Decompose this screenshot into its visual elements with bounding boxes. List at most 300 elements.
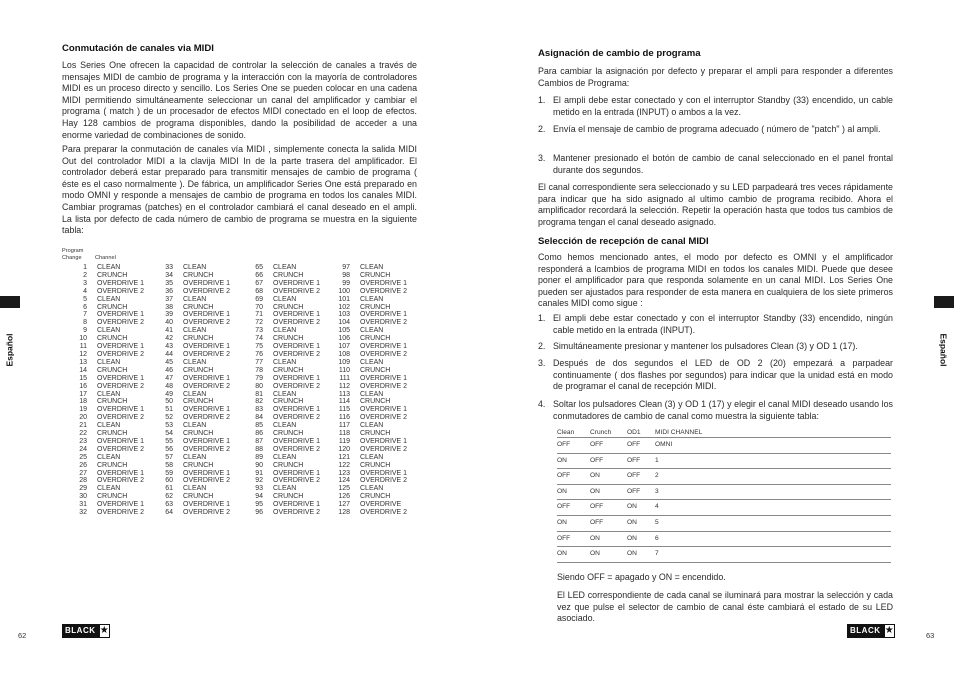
table-row <box>153 288 230 296</box>
program-channel: CLEAN <box>360 295 384 303</box>
program-number: 3 <box>83 279 87 287</box>
program-channel: OVERDRIVE 2 <box>273 509 321 517</box>
program-channel: OVERDRIVE 1 <box>183 374 231 382</box>
table-row <box>153 391 230 399</box>
program-number: 14 <box>79 366 87 374</box>
program-number: 105 <box>338 327 350 335</box>
list-item <box>538 358 893 394</box>
program-number: 37 <box>165 295 173 303</box>
program-number: 114 <box>338 398 350 406</box>
program-channel: OVERDRIVE 2 <box>97 445 145 453</box>
program-channel: OVERDRIVE 1 <box>360 469 408 477</box>
language-side-tab <box>0 296 20 394</box>
program-number: 7 <box>83 311 87 319</box>
program-channel: OVERDRIVE 1 <box>97 406 145 414</box>
program-number: 103 <box>338 311 350 319</box>
program-number: 16 <box>79 382 87 390</box>
program-channel: OVERDRIVE 2 <box>183 445 231 453</box>
table-row <box>153 319 230 327</box>
table-row <box>153 501 230 509</box>
table-row <box>243 264 320 272</box>
blackstar-logo <box>62 624 110 638</box>
program-number: 26 <box>79 461 87 469</box>
program-channel: CRUNCH <box>183 335 214 343</box>
program-channel: OVERDRIVE 2 <box>273 477 321 485</box>
program-channel: OVERDRIVE 2 <box>360 287 408 295</box>
table-row <box>67 304 144 312</box>
program-table-column-2 <box>153 264 230 517</box>
program-channel: CLEAN <box>360 358 384 366</box>
program-channel: OVERDRIVE 1 <box>97 279 145 287</box>
program-channel: CLEAN <box>183 453 207 461</box>
program-number: 70 <box>255 303 263 311</box>
program-channel: CRUNCH <box>183 303 214 311</box>
program-channel: OVERDRIVE 2 <box>183 350 231 358</box>
table-row <box>153 304 230 312</box>
table-row <box>243 359 320 367</box>
program-number: 42 <box>165 335 173 343</box>
table-row <box>67 462 144 470</box>
program-channel: OVERDRIVE 1 <box>183 469 231 477</box>
program-number: 115 <box>338 406 350 414</box>
table-row <box>330 438 407 446</box>
program-channel: CRUNCH <box>97 335 128 343</box>
program-number: 18 <box>79 398 87 406</box>
program-channel: CRUNCH <box>360 430 391 438</box>
table-row <box>67 430 144 438</box>
program-channel: CRUNCH <box>273 335 304 343</box>
header-channel: Channel <box>95 255 116 261</box>
program-table-header <box>62 248 116 262</box>
program-table-column-4 <box>330 264 407 517</box>
program-number: 19 <box>79 406 87 414</box>
program-number: 45 <box>165 358 173 366</box>
program-number: 109 <box>338 358 350 366</box>
program-number: 39 <box>165 311 173 319</box>
list-number: 1. <box>538 313 546 323</box>
table-header-cell: OD1 <box>627 429 641 436</box>
table-row <box>67 288 144 296</box>
table-row <box>153 264 230 272</box>
section-heading-midi-channel: Selección de recepción de canal MIDI <box>538 236 709 247</box>
program-channel: CRUNCH <box>273 493 304 501</box>
program-number: 13 <box>79 358 87 366</box>
program-channel: CRUNCH <box>183 271 214 279</box>
table-row <box>330 296 407 304</box>
program-number: 119 <box>338 437 350 445</box>
program-channel: CLEAN <box>183 264 207 271</box>
program-number: 99 <box>342 279 350 287</box>
table-cell: ON <box>557 550 567 558</box>
table-row <box>67 406 144 414</box>
table-cell: OFF <box>557 441 571 448</box>
program-number: 118 <box>338 430 350 438</box>
program-channel: CRUNCH <box>183 493 214 501</box>
list-number: 3. <box>538 358 546 368</box>
program-channel: CRUNCH <box>97 493 128 501</box>
table-cell: OFF <box>627 472 641 480</box>
table-row <box>330 454 407 462</box>
program-channel: CLEAN <box>97 327 121 335</box>
program-number: 44 <box>165 350 173 358</box>
program-channel: CLEAN <box>360 390 384 398</box>
table-row <box>243 327 320 335</box>
program-channel: CRUNCH <box>360 303 391 311</box>
table-row <box>330 264 407 272</box>
table-row <box>67 470 144 478</box>
program-channel: OVERDRIVE 2 <box>97 319 145 327</box>
program-channel: OVERDRIVE 2 <box>97 350 145 358</box>
program-channel: OVERDRIVE 1 <box>360 374 408 382</box>
program-channel: CLEAN <box>360 264 384 271</box>
program-number: 126 <box>338 493 350 501</box>
program-channel: OVERDRIVE 1 <box>360 406 408 414</box>
program-number: 94 <box>255 493 263 501</box>
program-channel: CRUNCH <box>183 461 214 469</box>
program-number: 93 <box>255 485 263 493</box>
table-row <box>330 462 407 470</box>
program-channel: CRUNCH <box>97 366 128 374</box>
table-row <box>243 446 320 454</box>
program-number: 69 <box>255 295 263 303</box>
program-channel: CLEAN <box>97 453 121 461</box>
program-number: 51 <box>165 406 173 414</box>
table-cell: OFF <box>557 534 571 542</box>
table-row <box>243 343 320 351</box>
program-channel: CLEAN <box>183 327 207 335</box>
program-channel: CRUNCH <box>273 430 304 438</box>
program-number: 30 <box>79 493 87 501</box>
program-number: 81 <box>255 390 263 398</box>
program-channel: OVERDRIVE 1 <box>273 343 321 351</box>
program-number: 50 <box>165 398 173 406</box>
table-cell: OFF <box>590 441 604 448</box>
program-channel: OVERDRIVE 1 <box>360 279 408 287</box>
program-number: 48 <box>165 382 173 390</box>
paragraph-setup: Para preparar la conmutación de canales vía MIDI , simplemente conecta la salida MIDI Out del controlador MIDI a la clavija MIDI In de la parte trasera del amplificador. El controlador deberá estar preparado para transmitir mensajes de cambio de programa ( éste es el caso normalmente ). De fábrica, un amplificador Series One está preparado en modo OMNI y responde a mensajes de cambio de programa en todos los canales MIDI. Cambiar programas (patches) en el controlador cambiará el canal deseado en el ampli. La lista por defecto de cada número de cambio de programa se muestra en la siguiente tabla: <box>62 144 417 236</box>
table-row <box>243 501 320 509</box>
table-row <box>557 454 891 470</box>
program-channel: OVERDRIVE 1 <box>97 374 145 382</box>
program-channel: CLEAN <box>97 422 121 430</box>
table-cell: OFF <box>627 441 641 448</box>
table-cell: OFF <box>627 487 641 495</box>
table-row <box>67 414 144 422</box>
program-channel: OVERDRIVE 2 <box>360 477 408 485</box>
program-channel: CRUNCH <box>183 366 214 374</box>
program-number: 55 <box>165 437 173 445</box>
on-off-legend: Siendo OFF = apagado y ON = encendido. <box>557 572 726 582</box>
table-row <box>243 485 320 493</box>
program-number: 79 <box>255 374 263 382</box>
table-row <box>153 327 230 335</box>
table-row <box>330 327 407 335</box>
program-number: 110 <box>338 366 350 374</box>
program-number: 5 <box>83 295 87 303</box>
program-number: 2 <box>83 271 87 279</box>
table-row <box>153 454 230 462</box>
program-number: 63 <box>165 501 173 509</box>
table-row <box>67 359 144 367</box>
program-number: 12 <box>79 350 87 358</box>
table-row <box>67 264 144 272</box>
table-cell: ON <box>627 534 637 542</box>
side-tab-label: Español <box>939 333 949 367</box>
program-number: 117 <box>338 422 350 430</box>
program-number: 35 <box>165 279 173 287</box>
table-row <box>153 335 230 343</box>
section-heading-program-assignment: Asignación de cambio de programa <box>538 48 701 59</box>
program-channel: OVERDRIVE 2 <box>360 319 408 327</box>
program-channel: OVERDRIVE 2 <box>97 477 145 485</box>
program-number: 73 <box>255 327 263 335</box>
table-row <box>243 414 320 422</box>
program-number: 33 <box>165 264 173 271</box>
table-row <box>67 438 144 446</box>
program-number: 66 <box>255 271 263 279</box>
program-channel: CLEAN <box>273 422 297 430</box>
table-row <box>330 509 407 517</box>
table-row <box>153 438 230 446</box>
table-row <box>330 343 407 351</box>
program-number: 52 <box>165 414 173 422</box>
program-channel: OVERDRIVE 1 <box>183 437 231 445</box>
program-channel: OVERDRIVE 2 <box>273 414 321 422</box>
table-row <box>557 469 891 485</box>
table-cell: ON <box>590 487 600 495</box>
list-text: Después de dos segundos el LED de OD 2 (20) empezará a parpadear continuamente ( dos flashes por segundos) para indicar que la unidad está en modo de programar el canal de recepción MIDI. <box>553 358 893 392</box>
table-row <box>67 398 144 406</box>
table-row <box>153 485 230 493</box>
program-number: 65 <box>255 264 263 271</box>
program-number: 59 <box>165 469 173 477</box>
table-row <box>243 430 320 438</box>
table-row <box>67 296 144 304</box>
table-row <box>67 272 144 280</box>
program-table-column-3 <box>243 264 320 517</box>
table-row <box>330 477 407 485</box>
program-channel: CLEAN <box>183 358 207 366</box>
table-row <box>67 383 144 391</box>
program-channel: CLEAN <box>97 358 121 366</box>
program-channel: OVERDRIVE 2 <box>183 382 231 390</box>
language-side-tab-right <box>934 296 954 394</box>
table-row <box>243 375 320 383</box>
program-channel: CRUNCH <box>360 493 391 501</box>
table-row <box>243 470 320 478</box>
table-row <box>153 280 230 288</box>
program-number: 6 <box>83 303 87 311</box>
table-row <box>153 493 230 501</box>
table-cell: ON <box>557 456 567 464</box>
program-channel: OVERDRIVE 1 <box>273 501 321 509</box>
program-channel: CRUNCH <box>97 271 128 279</box>
program-channel: OVERDRIVE 2 <box>183 477 231 485</box>
table-cell: OFF <box>590 503 604 511</box>
program-number: 54 <box>165 430 173 438</box>
program-number: 83 <box>255 406 263 414</box>
program-channel: OVERDRIVE 2 <box>273 319 321 327</box>
logo-wordmark: BLACK <box>847 624 884 638</box>
program-number: 122 <box>338 461 350 469</box>
program-number: 27 <box>79 469 87 477</box>
program-number: 116 <box>338 414 350 422</box>
program-channel: CRUNCH <box>97 303 128 311</box>
table-row <box>67 509 144 517</box>
table-cell: ON <box>627 503 637 511</box>
program-number: 58 <box>165 461 173 469</box>
table-row <box>330 280 407 288</box>
table-row <box>330 430 407 438</box>
program-number: 86 <box>255 430 263 438</box>
program-channel: OVERDRIVE 1 <box>360 343 408 351</box>
table-cell: ON <box>627 518 637 526</box>
program-channel: OVERDRIVE 2 <box>183 319 231 327</box>
program-channel: OVERDRIVE <box>360 501 402 509</box>
table-row <box>330 351 407 359</box>
table-row <box>153 311 230 319</box>
program-number: 60 <box>165 477 173 485</box>
program-number: 67 <box>255 279 263 287</box>
table-row <box>243 304 320 312</box>
program-channel: OVERDRIVE 2 <box>97 509 145 517</box>
table-cell: ON <box>590 550 600 558</box>
program-number: 68 <box>255 287 263 295</box>
program-channel: OVERDRIVE 2 <box>360 414 408 422</box>
side-tab-bar <box>0 296 20 308</box>
table-cell: OFF <box>557 472 571 480</box>
program-number: 72 <box>255 319 263 327</box>
table-row <box>153 422 230 430</box>
page-number-right: 63 <box>926 631 935 640</box>
list-text: El ampli debe estar conectado y con el interruptor Standby (33) encendido, ningún cable metido en la entrada (INPUT). <box>553 313 893 335</box>
table-row <box>153 351 230 359</box>
program-channel: OVERDRIVE 1 <box>273 374 321 382</box>
program-number: 90 <box>255 461 263 469</box>
table-row <box>153 272 230 280</box>
table-row <box>243 391 320 399</box>
program-channel: OVERDRIVE 2 <box>273 287 321 295</box>
program-channel: CRUNCH <box>183 398 214 406</box>
program-number: 123 <box>338 469 350 477</box>
table-row <box>153 446 230 454</box>
program-number: 78 <box>255 366 263 374</box>
table-row <box>330 493 407 501</box>
program-channel: OVERDRIVE 1 <box>183 311 231 319</box>
program-number: 97 <box>342 264 350 271</box>
program-number: 25 <box>79 453 87 461</box>
list-number: 1. <box>538 95 546 105</box>
table-row <box>243 509 320 517</box>
program-channel: CLEAN <box>360 453 384 461</box>
table-row <box>330 272 407 280</box>
list-number: 4. <box>538 399 546 409</box>
table-row <box>557 500 891 516</box>
program-channel: CLEAN <box>273 485 297 493</box>
program-channel: CLEAN <box>273 390 297 398</box>
program-number: 96 <box>255 509 263 517</box>
star-icon: ★ <box>99 625 109 636</box>
program-number: 49 <box>165 390 173 398</box>
section-heading-midi-switching: Conmutación de canales via MIDI <box>62 43 214 54</box>
midi-channel-table <box>557 426 891 563</box>
program-number: 38 <box>165 303 173 311</box>
program-channel: CLEAN <box>360 485 384 493</box>
table-row <box>153 414 230 422</box>
table-row <box>330 414 407 422</box>
table-header-cell: Clean <box>557 429 575 436</box>
program-number: 41 <box>165 327 173 335</box>
star-icon: ★ <box>884 625 894 636</box>
program-number: 121 <box>338 453 350 461</box>
table-row <box>330 367 407 375</box>
table-cell: 4 <box>655 503 659 511</box>
table-row <box>243 422 320 430</box>
table-row <box>557 485 891 501</box>
list-item <box>538 341 893 354</box>
program-number: 89 <box>255 453 263 461</box>
program-channel: CLEAN <box>273 327 297 335</box>
table-row <box>243 351 320 359</box>
table-row <box>153 470 230 478</box>
program-number: 125 <box>338 485 350 493</box>
table-row <box>330 422 407 430</box>
table-cell: ON <box>557 518 567 526</box>
program-channel: OVERDRIVE 2 <box>360 350 408 358</box>
program-number: 17 <box>79 390 87 398</box>
list-text: Soltar los pulsadores Clean (3) y OD 1 (17) y elegir el canal MIDI deseado usando los conmutadores de cambio de canal como muestra la siguiente tabla: <box>553 399 893 421</box>
program-channel: OVERDRIVE 1 <box>97 469 145 477</box>
program-number: 62 <box>165 493 173 501</box>
side-tab-label: Español <box>5 333 15 367</box>
program-channel: CRUNCH <box>183 430 214 438</box>
table-row <box>330 288 407 296</box>
program-number: 1 <box>83 264 87 271</box>
table-row <box>153 477 230 485</box>
table-row <box>243 383 320 391</box>
program-channel: CLEAN <box>273 358 297 366</box>
table-header-cell: MIDI CHANNEL <box>655 429 703 436</box>
program-number: 32 <box>79 509 87 517</box>
program-channel: CRUNCH <box>360 398 391 406</box>
program-channel: OVERDRIVE 2 <box>97 287 145 295</box>
table-row <box>243 454 320 462</box>
table-row <box>153 398 230 406</box>
table-row <box>243 311 320 319</box>
program-channel: OVERDRIVE 1 <box>273 406 321 414</box>
table-row <box>67 501 144 509</box>
program-number: 104 <box>338 319 350 327</box>
program-number: 29 <box>79 485 87 493</box>
program-channel: OVERDRIVE 2 <box>183 287 231 295</box>
table-row <box>330 406 407 414</box>
program-channel: CRUNCH <box>273 398 304 406</box>
program-channel: CRUNCH <box>97 398 128 406</box>
program-channel: CLEAN <box>360 327 384 335</box>
program-number: 74 <box>255 335 263 343</box>
table-row <box>153 296 230 304</box>
program-channel: OVERDRIVE 1 <box>97 311 145 319</box>
program-number: 75 <box>255 343 263 351</box>
program-number: 113 <box>338 390 350 398</box>
program-number: 57 <box>165 453 173 461</box>
program-number: 34 <box>165 271 173 279</box>
table-row <box>153 509 230 517</box>
list-item <box>538 95 893 119</box>
program-number: 4 <box>83 287 87 295</box>
program-channel: CRUNCH <box>273 271 304 279</box>
program-number: 76 <box>255 350 263 358</box>
